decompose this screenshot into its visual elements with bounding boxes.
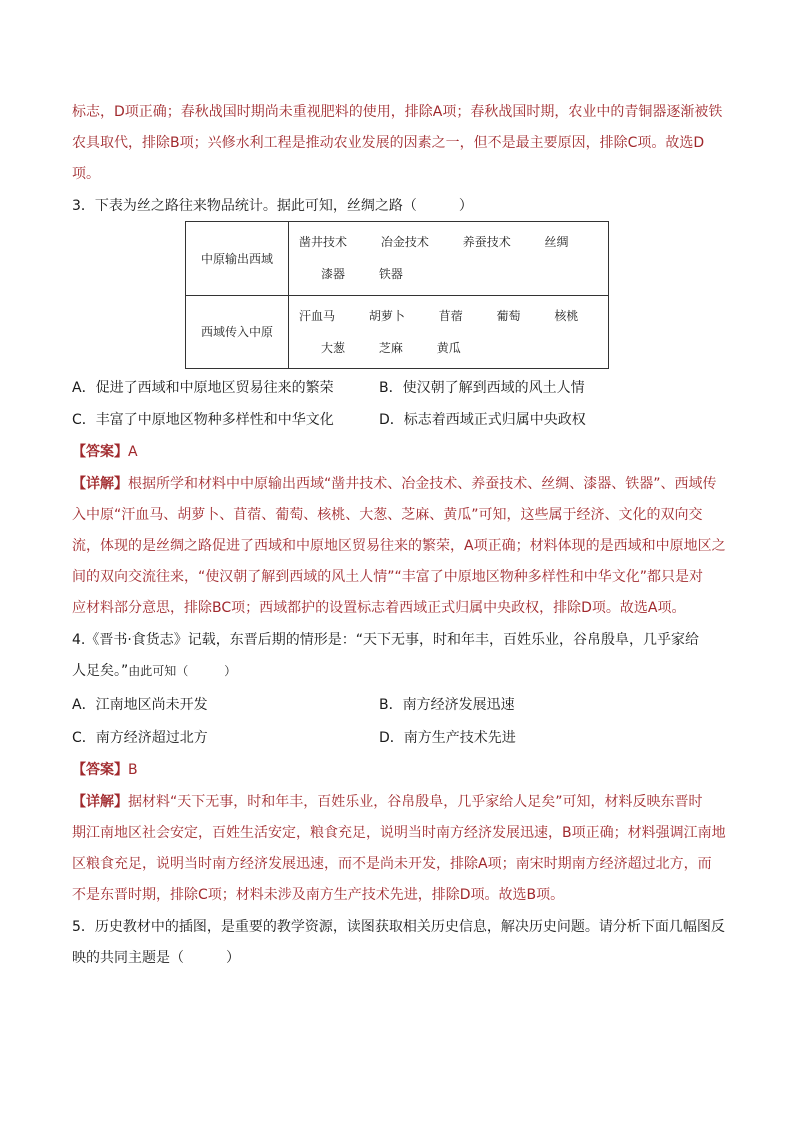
q3-option-c: C．丰富了中原地区物种多样性和中华文化: [72, 412, 334, 428]
prev-detail-line-1: 标志，D项正确；春秋战国时期尚未重视肥料的使用，排除A项；春秋战国时期，农业中的青铜器逐渐被铁: [72, 104, 723, 120]
row2-label: 西域传入中原: [186, 295, 289, 369]
table-item: 铁器: [378, 267, 403, 282]
stem-text: 人足矣。”: [72, 663, 129, 679]
answer-label: 【答案】: [72, 762, 128, 778]
q3-option-b: B．使汉朝了解到西域的风土人情: [379, 380, 585, 396]
q3-answer: [72, 442, 138, 462]
q4-detail-line-2: 期江南地区社会安定，百姓生活安定，粮食充足，说明当时南方经济发展迅速，B项正确；材料强调江南地: [72, 825, 726, 841]
prev-detail-line-3: 项。: [72, 166, 100, 182]
q3-detail-line-4: 间的双向交流往来，“使汉朝了解到西域的风土人情”“丰富了中原地区物种多样性和中华文化”都只是对: [72, 569, 704, 585]
table-row: [186, 222, 609, 296]
table-item: 胡萝卜: [368, 308, 405, 323]
q4-option-d: D．南方生产技术先进: [379, 730, 516, 746]
q4-option-c: C．南方经济超过北方: [72, 730, 208, 746]
prev-detail-line-2: 农具取代，排除B项；兴修水利工程是推动农业发展的因素之一，但不是最主要原因，排除C项。故选D: [72, 135, 705, 151]
table-item: 大葱: [321, 340, 346, 355]
q4-option-a: A．江南地区尚未开发: [72, 697, 208, 713]
q3-stem: 3．下表为丝之路往来物品统计。据此可知，丝绸之路（ ）: [72, 198, 473, 214]
table-item: 葡萄: [496, 308, 521, 323]
table-item: 丝绸: [544, 235, 569, 250]
answer-value: A: [128, 444, 138, 460]
q3-detail-line-1: [72, 474, 717, 494]
q4-answer: [72, 760, 138, 780]
table-item: 漆器: [321, 267, 346, 282]
q3-option-a: A．促进了西域和中原地区贸易往来的繁荣: [72, 380, 334, 396]
table-item: 冶金技术: [380, 235, 429, 250]
row1-label: 中原输出西域: [186, 222, 289, 296]
q3-detail-line-5: 应材料部分意思，排除BC项；西域都护的设置标志着西域正式归属中央政权，排除D项。故选A项。: [72, 600, 686, 616]
q3-detail-line-3: 流，体现的是丝绸之路促进了西域和中原地区贸易往来的繁荣，A项正确；材料体现的是西域和中原地区之: [72, 538, 726, 554]
q4-stem-line-2: [72, 661, 236, 681]
row2-items: [289, 295, 609, 369]
q3-detail-line-2: 入中原“汗血马、胡萝卜、苜蓿、葡萄、核桃、大葱、芝麻、黄瓜”可知，这些属于经济、文化的双向交: [72, 507, 703, 523]
q4-stem-line-1: 4.《晋书·食货志》记载，东晋后期的情形是：“天下无事，时和年丰，百姓乐业，谷帛殷阜，几乎家给: [72, 632, 700, 648]
silk-road-table: [185, 221, 609, 369]
answer-label: 【答案】: [72, 444, 128, 460]
q4-detail-line-4: 不是东晋时期，排除C项；材料未涉及南方生产技术先进，排除D项。故选B项。: [72, 887, 565, 903]
q4-option-b: B．南方经济发展迅速: [379, 697, 515, 713]
q4-detail-line-1: [72, 792, 703, 812]
answer-value: B: [128, 762, 138, 778]
detail-text: 据材料“天下无事，时和年丰，百姓乐业，谷帛殷阜，几乎家给人足矣”可知，材料反映东晋时: [128, 794, 703, 810]
detail-text: 根据所学和材料中中原输出西域“凿井技术、冶金技术、养蚕技术、丝绸、漆器、铁器”、西域传: [128, 476, 717, 492]
row1-items: [289, 222, 609, 296]
q4-detail-line-3: 区粮食充足，说明当时南方经济发展迅速，而不是尚未开发，排除A项；南宋时期南方经济超过北方，而: [72, 856, 712, 872]
stem-text: 由此可知（ ）: [128, 664, 237, 678]
table-item: 核桃: [554, 308, 579, 323]
table-item: 芝麻: [378, 340, 403, 355]
detail-label: 【详解】: [72, 794, 128, 810]
table-item: 凿井技术: [299, 235, 348, 250]
table-item: 黄瓜: [436, 340, 461, 355]
table-item: 汗血马: [299, 308, 336, 323]
q5-stem-line-1: 5．历史教材中的插图，是重要的教学资源，读图获取相关历史信息，解决历史问题。请分析下面几幅图反: [72, 919, 725, 935]
q5-stem-line-2: 映的共同主题是（ ）: [72, 950, 240, 966]
table-item: 养蚕技术: [462, 235, 511, 250]
table-row: [186, 295, 609, 369]
detail-label: 【详解】: [72, 476, 128, 492]
q3-option-d: D．标志着西域正式归属中央政权: [379, 412, 586, 428]
table-item: 苜蓿: [438, 308, 463, 323]
